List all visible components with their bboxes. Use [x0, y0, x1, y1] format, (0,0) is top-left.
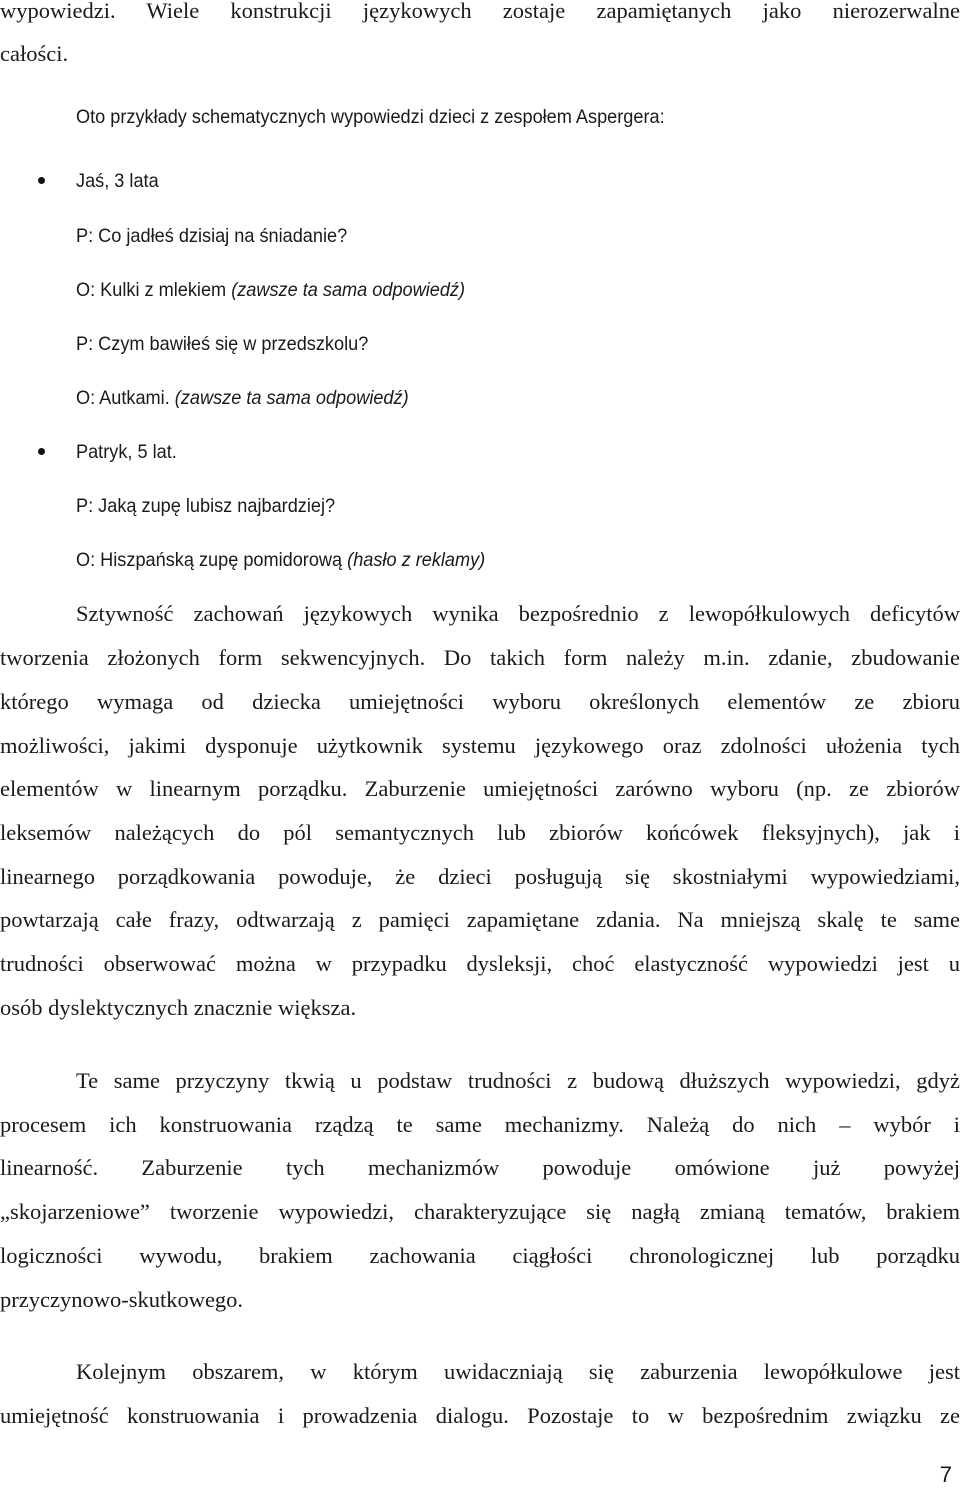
bullet-icon [38, 177, 45, 184]
paragraph-1-line: elementów w linearnym porządku. Zaburzenie umiejętności zarówno wyboru (np. ze zbiorów [0, 776, 960, 801]
paragraph-2-line: przyczynowo-skutkowego. [0, 1287, 244, 1312]
answer-text: O: Hiszpańską zupę pomidorową [76, 549, 343, 571]
paragraph-1-line: powtarzają całe frazy, odtwarzają z pamięci zapamiętane zdania. Na mniejszą skalę te same [0, 907, 960, 932]
paragraph-2-line: procesem ich konstruowania rządzą te same mechanizmy. Należą do nich – wybór i [0, 1112, 960, 1137]
answer-note: (hasło z reklamy) [347, 549, 486, 571]
bullet-icon [38, 448, 45, 455]
example-answer [76, 547, 960, 573]
intro-line-2: całości. [0, 41, 69, 66]
example-question: P: Jaką zupę lubisz najbardziej? [76, 495, 336, 517]
examples-heading: Oto przykłady schematycznych wypowiedzi dzieci z zespołem Aspergera: [76, 106, 665, 128]
page-number: 7 [939, 1462, 952, 1487]
paragraph-2-line: „skojarzeniowe” tworzenie wypowiedzi, charakteryzujące się nagłą zmianą tematów, brakiem [0, 1199, 960, 1224]
example-answer [76, 385, 960, 411]
paragraph-2-line: logiczności wywodu, brakiem zachowania ciągłości chronologicznej lub porządku [0, 1243, 960, 1268]
paragraph-3-line: Kolejnym obszarem, w którym uwidaczniają się zaburzenia lewopółkulowe jest [76, 1359, 960, 1384]
paragraph-1-line: tworzenia złożonych form sekwencyjnych. Do takich form należy m.in. zdanie, zbudowanie [0, 645, 960, 670]
answer-text: O: Kulki z mlekiem [76, 279, 227, 301]
example-question: P: Co jadłeś dzisiaj na śniadanie? [76, 225, 348, 247]
paragraph-1-line: możliwości, jakimi dysponuje użytkownik systemu językowego oraz zdolności ułożenia tych [0, 733, 960, 758]
example-name-2: Patryk, 5 lat. [76, 441, 177, 463]
example-answer [76, 277, 960, 303]
paragraph-1-line: osób dyslektycznych znacznie większa. [0, 995, 357, 1020]
example-name-1: Jaś, 3 lata [76, 170, 159, 192]
paragraph-1-line: Sztywność zachowań językowych wynika bezpośrednio z lewopółkulowych deficytów [76, 601, 960, 626]
paragraph-2-line: Te same przyczyny tkwią u podstaw trudności z budową dłuższych wypowiedzi, gdyż [76, 1068, 960, 1093]
paragraph-1-line: linearnego porządkowania powoduje, że dzieci posługują się skostniałymi wypowiedziami, [0, 864, 960, 889]
answer-text: O: Autkami. [76, 387, 170, 409]
paragraph-1-line: trudności obserwować można w przypadku dysleksji, choć elastyczność wypowiedzi jest u [0, 951, 960, 976]
paragraph-3-line: umiejętność konstruowania i prowadzenia dialogu. Pozostaje to w bezpośrednim związku ze [0, 1403, 960, 1428]
example-question: P: Czym bawiłeś się w przedszkolu? [76, 333, 369, 355]
answer-note: (zawsze ta sama odpowiedź) [174, 387, 409, 409]
paragraph-1-line: którego wymaga od dziecka umiejętności wyboru określonych elementów ze zbioru [0, 689, 960, 714]
intro-line-1: wypowiedzi. Wiele konstrukcji językowych zostaje zapamiętanych jako nierozerwalne [0, 0, 960, 23]
answer-note: (zawsze ta sama odpowiedź) [231, 279, 466, 301]
paragraph-2-line: linearność. Zaburzenie tych mechanizmów powoduje omówione już powyżej [0, 1155, 960, 1180]
paragraph-1-line: leksemów należących do pól semantycznych lub zbiorów końcówek fleksyjnych), jak i [0, 820, 960, 845]
